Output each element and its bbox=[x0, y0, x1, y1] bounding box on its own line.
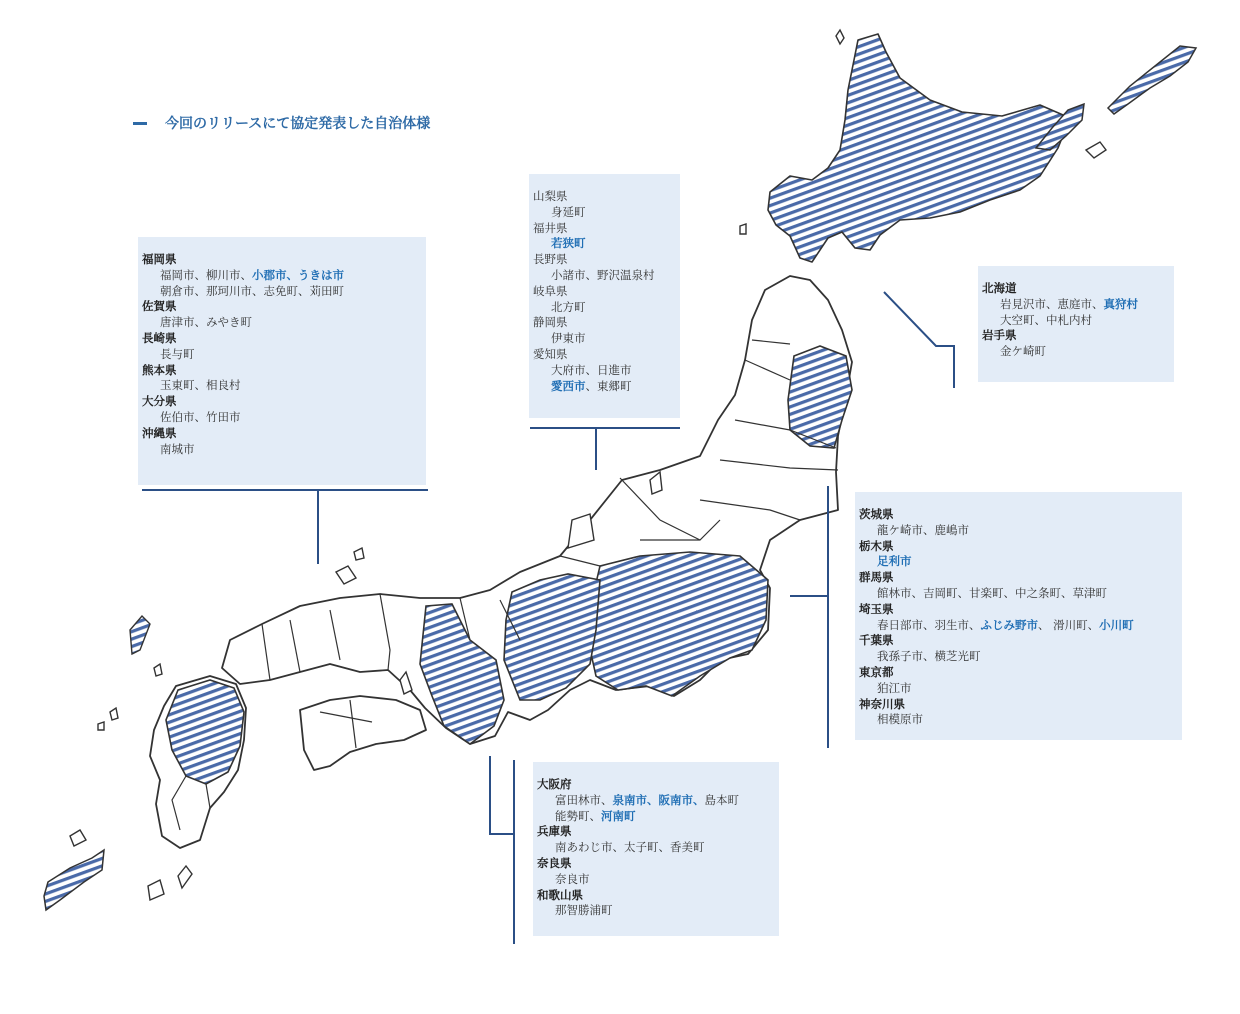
prefecture-name: 福岡県 bbox=[142, 252, 177, 266]
highlighted-municipality: 小郡市、 bbox=[252, 267, 298, 282]
municipality-line bbox=[859, 681, 1172, 697]
municipality-line bbox=[982, 297, 1164, 313]
prefecture-name: 愛知県 bbox=[533, 346, 568, 361]
connector-chubu bbox=[530, 428, 680, 470]
pref-group bbox=[142, 252, 416, 299]
municipality-line bbox=[142, 410, 416, 426]
pref-group bbox=[142, 363, 416, 395]
pref-group bbox=[859, 539, 1172, 571]
municipality: 横芝光町 bbox=[934, 649, 981, 664]
amami-island bbox=[148, 880, 164, 900]
iki-island bbox=[154, 664, 162, 676]
prefecture-name: 長野県 bbox=[533, 252, 568, 267]
municipality: 長与町 bbox=[160, 346, 195, 361]
info-box-kyushu bbox=[138, 237, 426, 485]
tanegashima-island bbox=[178, 866, 192, 888]
municipality: 岩見沢市、 bbox=[1000, 296, 1058, 311]
municipality: 小諸市、 bbox=[551, 267, 597, 282]
municipality: 苅田町 bbox=[309, 283, 344, 298]
municipality-line bbox=[533, 268, 670, 284]
municipality-line bbox=[537, 793, 769, 809]
municipality-line bbox=[533, 300, 670, 316]
pref-group bbox=[859, 665, 1172, 697]
municipality: 太子町、 bbox=[624, 840, 670, 855]
highlighted-municipality: ふじみ野市 bbox=[980, 617, 1038, 632]
kuril-island bbox=[1108, 46, 1196, 114]
tsushima-island bbox=[130, 616, 150, 654]
pref-group bbox=[142, 394, 416, 426]
prefecture-name: 佐賀県 bbox=[142, 299, 177, 314]
pref-group bbox=[859, 697, 1172, 729]
municipality-line bbox=[142, 442, 416, 458]
municipality: 金ケ崎町 bbox=[1000, 344, 1046, 359]
pref-group bbox=[537, 856, 769, 888]
highlighted-municipality: 真狩村 bbox=[1103, 296, 1138, 311]
municipality: 大空町、 bbox=[1000, 312, 1046, 327]
connector-hokkaido bbox=[884, 292, 954, 388]
municipality: 、 滑川町、 bbox=[1038, 617, 1100, 632]
pref-group bbox=[982, 328, 1164, 360]
municipality-line bbox=[533, 379, 670, 395]
prefecture-name: 北海道 bbox=[982, 281, 1017, 295]
pref-group bbox=[533, 252, 670, 284]
pref-group bbox=[859, 507, 1172, 539]
municipality: 羽生市、 bbox=[934, 617, 981, 632]
info-box-kanto bbox=[855, 492, 1182, 740]
highlighted-municipality: 泉南市、 bbox=[612, 792, 659, 807]
pref-group bbox=[533, 189, 670, 221]
municipality-line bbox=[859, 649, 1172, 665]
municipality-line bbox=[533, 331, 670, 347]
municipality: 恵庭市、 bbox=[1057, 296, 1104, 311]
municipality: 吉岡町、 bbox=[923, 585, 969, 600]
municipality: 柳川市、 bbox=[206, 267, 252, 282]
pref-group bbox=[533, 315, 670, 347]
municipality: 玉東町、 bbox=[160, 378, 206, 393]
prefecture-name: 岐阜県 bbox=[533, 283, 568, 298]
prefecture-name: 群馬県 bbox=[859, 570, 894, 585]
municipality: 能勢町、 bbox=[555, 808, 601, 823]
pref-group bbox=[142, 299, 416, 331]
municipality: 大府市、 bbox=[551, 362, 597, 377]
prefecture-name: 神奈川県 bbox=[859, 696, 905, 711]
municipality-line bbox=[537, 840, 769, 856]
municipality: 草津町 bbox=[1072, 585, 1107, 600]
municipality-line bbox=[859, 554, 1172, 570]
municipality: 中之条町、 bbox=[1015, 585, 1073, 600]
prefecture-name: 茨城県 bbox=[859, 507, 894, 521]
municipality: みやき町 bbox=[206, 315, 252, 330]
legend-dash-icon bbox=[133, 122, 147, 125]
pref-group bbox=[859, 570, 1172, 602]
legend-label: 今回のリリースにて協定発表した自治体様 bbox=[165, 116, 431, 132]
pref-group bbox=[142, 426, 416, 458]
highlighted-municipality: うきは市 bbox=[298, 267, 344, 282]
pref-group bbox=[533, 284, 670, 316]
okinawa-island bbox=[44, 850, 104, 910]
municipality-line bbox=[859, 618, 1172, 634]
municipality-line bbox=[142, 268, 416, 284]
prefecture-name: 長崎県 bbox=[142, 330, 177, 345]
prefecture-name: 兵庫県 bbox=[537, 824, 572, 839]
prefecture-name: 静岡県 bbox=[533, 315, 568, 330]
municipality: 朝倉市、 bbox=[160, 283, 206, 298]
municipality: 竹田市 bbox=[206, 409, 241, 424]
rishiri-island bbox=[836, 30, 844, 44]
kanto-region bbox=[588, 552, 768, 696]
info-box-hokkaido bbox=[978, 266, 1174, 382]
municipality: 南あわじ市、 bbox=[555, 840, 624, 855]
pref-group bbox=[533, 347, 670, 394]
prefecture-name: 山梨県 bbox=[533, 189, 568, 203]
pref-group bbox=[537, 888, 769, 920]
highlighted-municipality: 小川町 bbox=[1099, 617, 1134, 632]
municipality-line bbox=[982, 313, 1164, 329]
municipality: 島本町 bbox=[704, 792, 739, 807]
municipality: 狛江市 bbox=[877, 680, 912, 695]
goto-islands bbox=[98, 708, 118, 730]
connector-kanto bbox=[790, 486, 828, 748]
highlighted-municipality: 足利市 bbox=[877, 554, 912, 569]
prefecture-name: 東京都 bbox=[859, 664, 894, 679]
connector-kansai bbox=[490, 756, 514, 944]
shikoku bbox=[300, 696, 426, 770]
municipality: 志免町、 bbox=[263, 283, 310, 298]
pref-group bbox=[982, 281, 1164, 328]
pref-group bbox=[537, 777, 769, 824]
pref-group bbox=[537, 824, 769, 856]
pref-group bbox=[142, 331, 416, 363]
municipality: 奈良市 bbox=[555, 871, 590, 886]
prefecture-name: 千葉県 bbox=[859, 633, 894, 648]
municipality: 福岡市、 bbox=[160, 267, 206, 282]
municipality: 伊東市 bbox=[551, 331, 586, 346]
highlighted-municipality: 愛西市 bbox=[551, 378, 586, 393]
municipality-line bbox=[142, 378, 416, 394]
municipality: 中札内村 bbox=[1046, 312, 1092, 327]
connector-kyushu bbox=[142, 490, 428, 564]
highlighted-municipality: 阪南市、 bbox=[658, 792, 705, 807]
municipality: 北方町 bbox=[551, 299, 586, 314]
municipality: 富田林市、 bbox=[555, 792, 613, 807]
municipality-line bbox=[537, 872, 769, 888]
municipality: 唐津市、 bbox=[160, 315, 206, 330]
prefecture-name: 大阪府 bbox=[537, 777, 572, 791]
municipality: 野沢温泉村 bbox=[597, 267, 655, 282]
municipality: 相模原市 bbox=[877, 712, 923, 727]
municipality-line bbox=[533, 236, 670, 252]
municipality-line bbox=[537, 903, 769, 919]
pref-group bbox=[859, 633, 1172, 665]
municipality: 甘楽町、 bbox=[969, 585, 1015, 600]
yakushima-island bbox=[70, 830, 86, 846]
prefecture-name: 奈良県 bbox=[537, 855, 572, 870]
highlighted-municipality: 河南町 bbox=[601, 808, 636, 823]
info-box-kansai bbox=[533, 762, 779, 936]
municipality: 館林市、 bbox=[877, 585, 923, 600]
municipality: 我孫子市、 bbox=[877, 649, 935, 664]
prefecture-name: 埼玉県 bbox=[859, 601, 894, 616]
municipality-line bbox=[859, 523, 1172, 539]
info-box-chubu bbox=[529, 174, 680, 418]
municipality-line bbox=[533, 363, 670, 379]
prefecture-name: 熊本県 bbox=[142, 362, 177, 377]
municipality: 龍ケ崎市、 bbox=[877, 522, 935, 537]
prefecture-name: 大分県 bbox=[142, 394, 177, 409]
municipality: 香美町 bbox=[670, 840, 705, 855]
municipality-line bbox=[982, 344, 1164, 360]
prefecture-name: 沖縄県 bbox=[142, 425, 177, 440]
municipality: 鹿嶋市 bbox=[934, 522, 969, 537]
okushiri-island bbox=[740, 224, 746, 234]
oki-islands bbox=[336, 548, 364, 584]
municipality-line bbox=[142, 347, 416, 363]
prefecture-name: 福井県 bbox=[533, 220, 568, 235]
hokkaido-region bbox=[768, 34, 1070, 262]
prefecture-name: 和歌山県 bbox=[537, 887, 583, 902]
municipality: 相良村 bbox=[206, 378, 241, 393]
municipality: 、東郷町 bbox=[585, 378, 632, 393]
municipality-line bbox=[142, 284, 416, 300]
municipality: 那珂川市、 bbox=[206, 283, 264, 298]
municipality: 日進市 bbox=[597, 362, 632, 377]
municipality: 那智勝浦町 bbox=[555, 903, 613, 918]
municipality-line bbox=[859, 712, 1172, 728]
municipality-line bbox=[537, 809, 769, 825]
prefecture-name: 岩手県 bbox=[982, 328, 1017, 343]
pref-group bbox=[533, 221, 670, 253]
prefecture-name: 栃木県 bbox=[859, 538, 894, 553]
legend bbox=[133, 113, 430, 133]
kuril-island-3 bbox=[1086, 142, 1106, 158]
municipality-line bbox=[533, 205, 670, 221]
municipality: 佐伯市、 bbox=[160, 409, 206, 424]
highlighted-municipality: 若狭町 bbox=[551, 236, 586, 251]
municipality: 身延町 bbox=[551, 204, 586, 219]
municipality-line bbox=[859, 586, 1172, 602]
municipality-line bbox=[142, 315, 416, 331]
pref-group bbox=[859, 602, 1172, 634]
municipality: 春日部市、 bbox=[877, 617, 935, 632]
municipality: 南城市 bbox=[160, 441, 195, 456]
